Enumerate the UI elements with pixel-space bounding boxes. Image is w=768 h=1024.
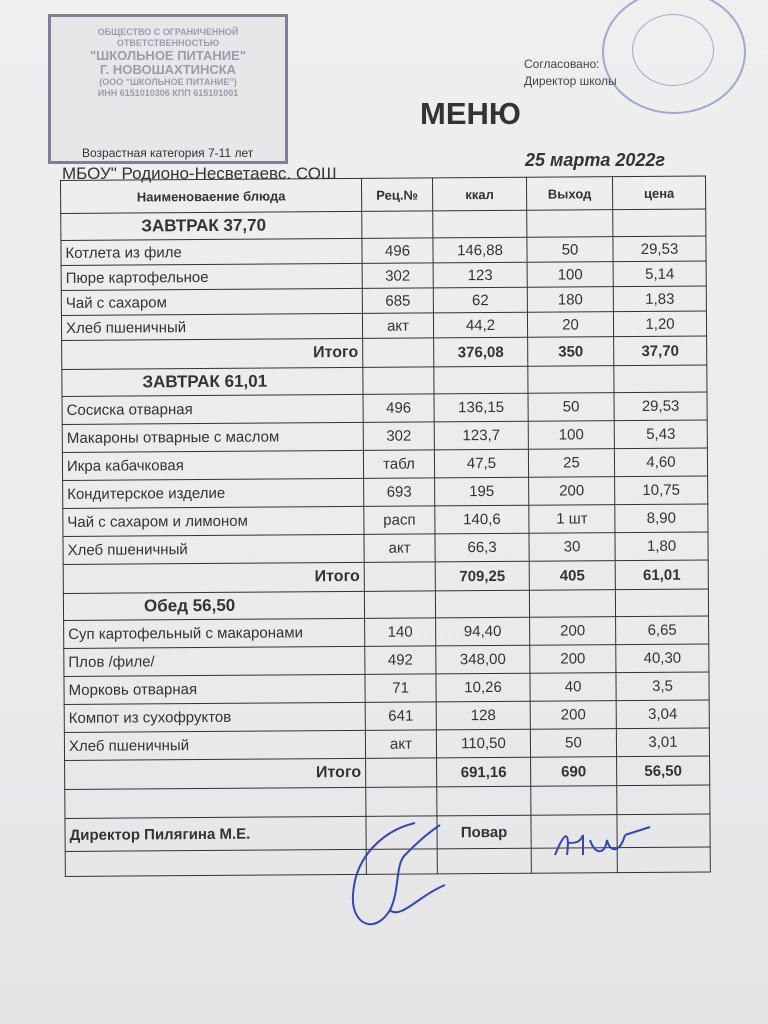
stamp-line: Г. НОВОШАХТИНСКА [99,62,237,77]
menu-date: 25 марта 2022г [525,150,666,170]
kcal-value: 123,7 [434,421,528,450]
empty-cell [366,787,437,816]
portion-output: 1 шт [529,505,615,534]
total-kcal: 691,16 [437,757,531,787]
price-value: 3,01 [616,728,709,757]
age-category: Возрастная категория 7-11 лет [82,146,254,160]
empty-cell [364,591,435,618]
recipe-number: акт [362,313,433,338]
dish-name: Суп картофельный с макаронами [64,618,365,648]
portion-output: 50 [528,393,614,422]
kcal-value: 66,3 [435,533,529,562]
kcal-value: 123 [433,262,527,288]
price-value: 4,60 [614,448,707,477]
recipe-number: 140 [365,618,436,646]
price-value: 29,53 [614,392,707,421]
total-price: 56,50 [617,756,710,786]
stamp-line: (ООО "ШКОЛЬНОЕ ПИТАНИЕ") [99,77,237,87]
empty-cell [364,562,435,591]
total-output: 690 [531,757,617,787]
approval-block [524,56,617,90]
empty-cell [529,590,615,618]
recipe-number: 302 [363,422,434,450]
col-rec-header: Рец.№ [361,178,432,211]
empty-cell [613,209,706,237]
col-price-header: цена [612,176,705,210]
empty-cell [362,211,433,238]
portion-output: 200 [530,617,616,646]
section-title: ЗАВТРАК 61,01 [62,367,363,396]
total-row [62,336,707,370]
dish-name: Хлеб пшеничный [61,313,362,340]
kcal-value: 136,15 [434,393,528,422]
col-kcal-header: ккал [432,177,526,211]
recipe-number: табл [363,450,434,478]
stamp-line: ИНН 6151010306 КПП 615101001 [97,88,239,98]
empty-cell [528,366,614,394]
table-row [64,728,709,761]
price-value: 3,5 [616,672,709,701]
price-value: 1,80 [615,532,708,561]
kcal-value: 94,40 [436,617,530,646]
recipe-number: 641 [365,702,436,730]
table-row [63,532,708,565]
recipe-number: акт [365,730,436,758]
stamp-line: ОТВЕТСТВЕННОСТЬЮ [116,38,220,48]
table-row [63,504,708,537]
price-value: 5,43 [614,420,707,449]
dish-name: Компот из сухофруктов [64,702,365,732]
section-title: ЗАВТРАК 37,70 [61,211,362,240]
portion-output: 30 [529,533,615,562]
total-kcal: 376,08 [434,337,528,367]
total-label: Итого [65,758,366,789]
page-title: МЕНЮ [420,96,521,131]
blank-row [65,785,710,819]
portion-output: 40 [530,673,616,702]
portion-output: 20 [527,312,613,338]
total-output: 405 [529,561,615,591]
dish-name: Пюре картофельное [61,263,362,290]
stamp-line: ОБЩЕСТВО С ОГРАНИЧЕННОЙ [97,27,239,37]
empty-cell [433,210,527,238]
company-stamp [48,14,288,164]
portion-output: 50 [527,237,613,263]
table-row [64,616,709,649]
kcal-value: 195 [435,477,529,506]
price-value: 40,30 [616,644,709,673]
dish-name: Чай с сахаром и лимоном [63,506,364,536]
empty-cell [527,210,613,238]
director-label: Директор Пилягина М.Е. [65,816,366,851]
table-row [64,644,709,677]
approval-label: Согласовано: [524,57,600,71]
table-row [64,700,709,733]
cook-label: Повар [437,815,531,849]
dish-name: Плов /филе/ [64,646,365,676]
portion-output: 100 [527,262,613,288]
school-name: МБОУ" Родионо-Несветаевс. СОШ [62,164,337,183]
portion-output: 180 [527,287,613,313]
approval-director: Директор школы [524,74,617,88]
total-label: Итого [62,338,363,369]
portion-output: 50 [530,729,616,758]
price-value: 3,04 [616,700,709,729]
empty-cell [366,758,437,787]
total-price: 37,70 [614,336,707,366]
dish-name: Чай с сахаром [61,288,362,315]
kcal-value: 110,50 [436,729,530,758]
stamp-line: "ШКОЛЬНОЕ ПИТАНИЕ" [90,48,246,63]
director-signature [345,815,455,940]
kcal-value: 140,6 [435,505,529,534]
empty-cell [363,367,434,394]
table-row [62,448,707,481]
table-row [63,476,708,509]
price-value: 1,83 [613,286,706,312]
recipe-number: 492 [365,646,436,674]
total-kcal: 709,25 [435,561,529,591]
kcal-value: 128 [436,701,530,730]
dish-name: Кондитерское изделие [63,478,364,508]
price-value: 5,14 [613,261,706,287]
empty-cell [437,786,531,816]
dish-name: Морковь отварная [64,674,365,704]
price-value: 10,75 [615,476,708,505]
dish-name: Хлеб пшеничный [64,730,365,760]
kcal-value: 10,26 [436,673,530,702]
kcal-value: 62 [433,287,527,313]
portion-output: 200 [529,477,615,506]
dish-name: Котлета из филе [61,238,362,265]
kcal-value: 146,88 [433,237,527,263]
portion-output: 200 [530,645,616,674]
recipe-number: 685 [362,288,433,313]
empty-cell [614,365,707,393]
portion-output: 200 [530,701,616,730]
total-row [63,560,708,594]
school-seal [602,0,746,114]
empty-cell [65,849,366,876]
section-title: Обед 56,50 [63,591,364,620]
portion-output: 25 [528,449,614,478]
recipe-number: 496 [362,238,433,263]
dish-name: Хлеб пшеничный [63,534,364,564]
total-label: Итого [63,562,364,593]
table-header [61,176,706,214]
price-value: 6,65 [616,616,709,645]
table-row [64,672,709,705]
total-output: 350 [528,337,614,367]
table-row [62,420,707,453]
empty-cell [435,590,529,618]
col-name-header: Наименоваение блюда [61,178,362,213]
empty-cell [615,589,708,617]
cook-signature [545,825,655,865]
recipe-number: 496 [363,394,434,422]
kcal-value: 348,00 [436,645,530,674]
empty-cell [65,787,366,818]
price-value: 1,20 [613,311,706,337]
kcal-value: 44,2 [433,312,527,338]
total-price: 61,01 [615,560,708,590]
col-out-header: Выход [526,177,612,211]
recipe-number: 693 [364,478,435,506]
recipe-number: 71 [365,674,436,702]
portion-output: 100 [528,421,614,450]
empty-cell [363,338,434,367]
recipe-number: расп [364,506,435,534]
table-row [62,392,707,425]
empty-cell [617,785,710,815]
dish-name: Макароны отварные с маслом [62,422,363,452]
price-value: 29,53 [613,236,706,262]
empty-cell [434,366,528,394]
total-row [65,756,710,790]
dish-name: Сосиска отварная [62,394,363,424]
recipe-number: акт [364,534,435,562]
kcal-value: 47,5 [434,449,528,478]
recipe-number: 302 [362,263,433,288]
empty-cell [531,786,617,816]
price-value: 8,90 [615,504,708,533]
dish-name: Икра кабачковая [62,450,363,480]
menu-table [60,175,711,876]
